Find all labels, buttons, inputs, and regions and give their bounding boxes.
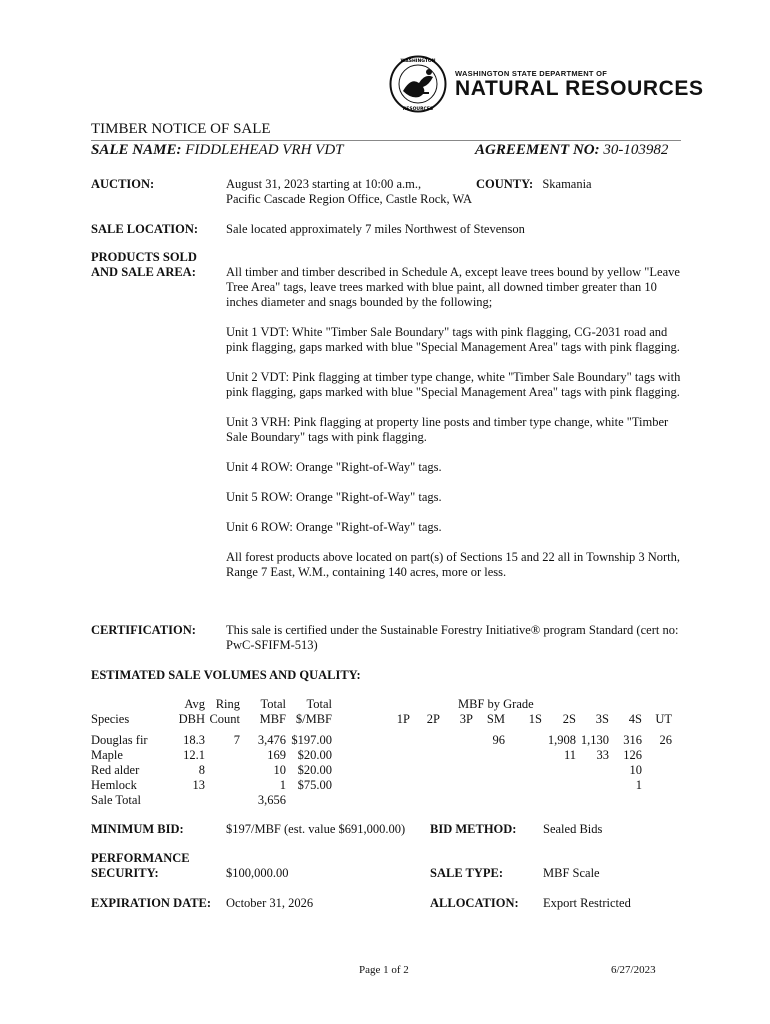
col-header-2s: 2S <box>562 712 576 726</box>
dbh-cell: 12.1 <box>183 748 205 762</box>
col-header-4s: 4S <box>628 712 642 726</box>
county-group <box>476 177 592 192</box>
grade-sm-cell <box>473 748 505 763</box>
grade-2s-cell <box>542 763 576 778</box>
dbh-cell: 8 <box>198 763 205 777</box>
grade-sm-cell <box>473 778 505 793</box>
col-header-ut: UT <box>655 712 672 726</box>
grade-ut-cell: 26 <box>659 733 672 747</box>
price-cell: $75.00 <box>297 778 332 792</box>
svg-text:RESOURCES: RESOURCES <box>402 107 434 112</box>
grade-1s-cell <box>505 733 542 748</box>
grade-4s-cell: 126 <box>623 748 642 762</box>
dnr-seal-logo <box>389 55 447 113</box>
agreement-group <box>475 142 668 159</box>
performance-label-line-1: PERFORMANCE <box>91 851 190 865</box>
ring-cell <box>205 763 240 778</box>
performance-label <box>91 851 190 881</box>
grade-2p-cell <box>410 778 440 793</box>
table-row <box>91 748 672 763</box>
species-cell: Red alder <box>91 763 140 777</box>
grade-4s-cell: 10 <box>629 763 642 777</box>
allocation-value: Export Restricted <box>543 896 631 910</box>
price-cell <box>286 793 332 808</box>
sale-name: FIDDLEHEAD VRH VDT <box>185 142 344 158</box>
grade-ut-cell <box>642 793 672 808</box>
agreement-number: 30-103982 <box>603 142 669 158</box>
auction-line-2: Pacific Cascade Region Office, Castle Rock, WA <box>226 192 472 206</box>
grade-3p-cell <box>440 763 473 778</box>
grade-4s-cell: 316 <box>623 733 642 747</box>
products-description <box>226 265 686 595</box>
bid-method-label: BID METHOD: <box>430 822 517 836</box>
species-cell: Hemlock <box>91 778 137 792</box>
grade-2s-cell <box>542 778 576 793</box>
grade-2s-cell: 1,908 <box>547 733 576 747</box>
sale-header <box>91 140 681 159</box>
agency-small-line: WASHINGTON STATE DEPARTMENT OF <box>455 69 608 78</box>
products-paragraph: Unit 2 VDT: Pink flagging at timber type change, white "Timber Sale Boundary" tags with pink flagging, gaps marked with blue "Special Management Area" tags with pink flagging. <box>226 370 681 399</box>
performance-value: $100,000.00 <box>226 866 289 880</box>
agency-name <box>455 69 704 99</box>
grade-3p-cell <box>440 793 473 808</box>
table-row <box>91 763 672 778</box>
col-header-total: Total <box>260 697 286 711</box>
certification-label: CERTIFICATION: <box>91 623 196 637</box>
grade-2s-cell <box>542 793 576 808</box>
col-header-total2: Total <box>306 697 332 711</box>
col-header-sm: SM <box>486 712 505 726</box>
col-header-2p: 2P <box>426 712 440 726</box>
grade-3s-cell: 1,130 <box>580 733 609 747</box>
bid-method-value: Sealed Bids <box>543 822 603 836</box>
species-cell: Maple <box>91 748 123 762</box>
grade-2p-cell <box>410 733 440 748</box>
grade-1s-cell <box>505 748 542 763</box>
document-title: TIMBER NOTICE OF SALE <box>91 121 271 137</box>
products-paragraph: All timber and timber described in Schedule A, except leave trees bound by yellow "Leave Tree Area" tags, leave trees marked with blue paint, all downed timber greater than 10 inches diameter and snags bounded by the following; <box>226 265 680 309</box>
sale-location-text: Sale located approximately 7 miles Northwest of Stevenson <box>226 222 525 236</box>
species-cell: Sale Total <box>91 793 141 807</box>
dbh-cell: 13 <box>192 778 205 792</box>
grade-3p-cell <box>440 778 473 793</box>
products-paragraph: All forest products above located on part(s) of Sections 15 and 22 all in Township 3 North, Range 7 East, W.M., containing 140 acres, more or less. <box>226 550 681 579</box>
certification-text: This sale is certified under the Sustainable Forestry Initiative® program Standard (cert no: PwC-SFIFM-513) <box>226 623 679 652</box>
price-cell: $197.00 <box>291 733 332 747</box>
grade-2p-cell <box>410 748 440 763</box>
volumes-table <box>91 697 672 808</box>
products-paragraph: Unit 1 VDT: White "Timber Sale Boundary" tags with pink flagging, CG-2031 road and pink flagging, gaps marked with blue "Special Management Area" tags with pink flagging. <box>226 325 680 354</box>
ring-cell <box>205 778 240 793</box>
table-header-row-top <box>91 697 672 712</box>
products-paragraph: Unit 5 ROW: Orange "Right-of-Way" tags. <box>226 490 442 504</box>
agency-big-line: NATURAL RESOURCES <box>455 77 704 100</box>
price-cell: $20.00 <box>297 748 332 762</box>
col-header-1s: 1S <box>528 712 542 726</box>
col-header-grade-group: MBF by Grade <box>458 697 534 711</box>
sale-type-value: MBF Scale <box>543 866 600 880</box>
col-header-count: Count <box>209 712 240 726</box>
grade-3s-cell <box>576 793 609 808</box>
sale-location-label: SALE LOCATION: <box>91 222 199 236</box>
volumes-heading: ESTIMATED SALE VOLUMES AND QUALITY: <box>91 668 361 682</box>
grade-3p-cell <box>440 748 473 763</box>
agreement-label: AGREEMENT NO: <box>475 142 600 158</box>
table-header-row-bottom <box>91 712 672 727</box>
grade-ut-cell <box>642 778 672 793</box>
mbf-cell: 1 <box>279 778 286 792</box>
performance-label-line-2: SECURITY: <box>91 866 159 880</box>
grade-2p-cell <box>410 793 440 808</box>
grade-3s-cell <box>576 778 609 793</box>
price-cell: $20.00 <box>297 763 332 777</box>
grade-ut-cell <box>642 748 672 763</box>
grade-1p-cell <box>332 733 410 748</box>
col-header-3p: 3P <box>459 712 473 726</box>
col-header-1p: 1P <box>396 712 410 726</box>
grade-2p-cell <box>410 763 440 778</box>
grade-1s-cell <box>505 778 542 793</box>
footer-date: 6/27/2023 <box>611 964 656 976</box>
col-header-mbf: MBF <box>259 712 286 726</box>
minimum-bid-value: $197/MBF (est. value $691,000.00) <box>226 822 406 836</box>
products-paragraph: Unit 3 VRH: Pink flagging at property line posts and timber type change, white "Timber Sale Boundary" tags with pink flagging. <box>226 415 669 444</box>
dbh-cell: 18.3 <box>183 733 205 747</box>
grade-1p-cell <box>332 763 410 778</box>
grade-2s-cell: 11 <box>563 748 576 762</box>
dbh-cell <box>171 793 205 808</box>
table-total-row <box>91 793 672 808</box>
volumes-table-wrapper <box>91 697 672 808</box>
expiration-value: October 31, 2026 <box>226 896 314 910</box>
grade-sm-cell: 96 <box>492 733 505 747</box>
grade-1p-cell <box>332 748 410 763</box>
col-header-price: $/MBF <box>295 712 332 726</box>
ring-cell <box>205 748 240 763</box>
svg-text:WASHINGTON: WASHINGTON <box>400 59 436 64</box>
col-header-species: Species <box>91 712 130 726</box>
sale-name-label: SALE NAME: <box>91 142 182 158</box>
grade-sm-cell <box>473 793 505 808</box>
table-row <box>91 778 672 793</box>
expiration-label: EXPIRATION DATE: <box>91 896 212 910</box>
products-label <box>91 250 197 280</box>
ring-cell <box>205 793 240 808</box>
grade-sm-cell <box>473 763 505 778</box>
products-paragraph: Unit 6 ROW: Orange "Right-of-Way" tags. <box>226 520 442 534</box>
auction-details <box>226 177 686 207</box>
grade-3p-cell <box>440 733 473 748</box>
ring-cell: 7 <box>233 733 240 747</box>
auction-line-1: August 31, 2023 starting at 10:00 a.m., <box>226 177 422 191</box>
grade-4s-cell: 1 <box>635 778 642 792</box>
allocation-label: ALLOCATION: <box>430 896 519 910</box>
grade-ut-cell <box>642 763 672 778</box>
minimum-bid-label: MINIMUM BID: <box>91 822 184 836</box>
products-paragraph: Unit 4 ROW: Orange "Right-of-Way" tags. <box>226 460 442 474</box>
county-value: Skamania <box>542 177 592 191</box>
sale-type-label: SALE TYPE: <box>430 866 504 880</box>
mbf-cell: 10 <box>273 763 286 777</box>
mbf-cell: 3,476 <box>257 733 286 747</box>
grade-3s-cell: 33 <box>596 748 609 762</box>
col-header-dbh: DBH <box>178 712 205 726</box>
grade-1p-cell <box>332 793 410 808</box>
products-label-line-2: AND SALE AREA: <box>91 265 196 279</box>
mbf-cell: 169 <box>267 748 286 762</box>
page-number: Page 1 of 2 <box>359 964 409 976</box>
grade-4s-cell <box>609 793 642 808</box>
col-header-ring: Ring <box>215 697 240 711</box>
auction-label: AUCTION: <box>91 177 155 191</box>
county-label: COUNTY: <box>476 177 534 191</box>
products-label-line-1: PRODUCTS SOLD <box>91 250 197 264</box>
species-cell: Douglas fir <box>91 733 148 747</box>
grade-3s-cell <box>576 763 609 778</box>
grade-1p-cell <box>332 778 410 793</box>
grade-1s-cell <box>505 793 542 808</box>
grade-1s-cell <box>505 763 542 778</box>
col-header-3s: 3S <box>595 712 609 726</box>
col-header-avg: Avg <box>184 697 205 711</box>
table-row <box>91 733 672 748</box>
mbf-cell: 3,656 <box>257 793 286 807</box>
